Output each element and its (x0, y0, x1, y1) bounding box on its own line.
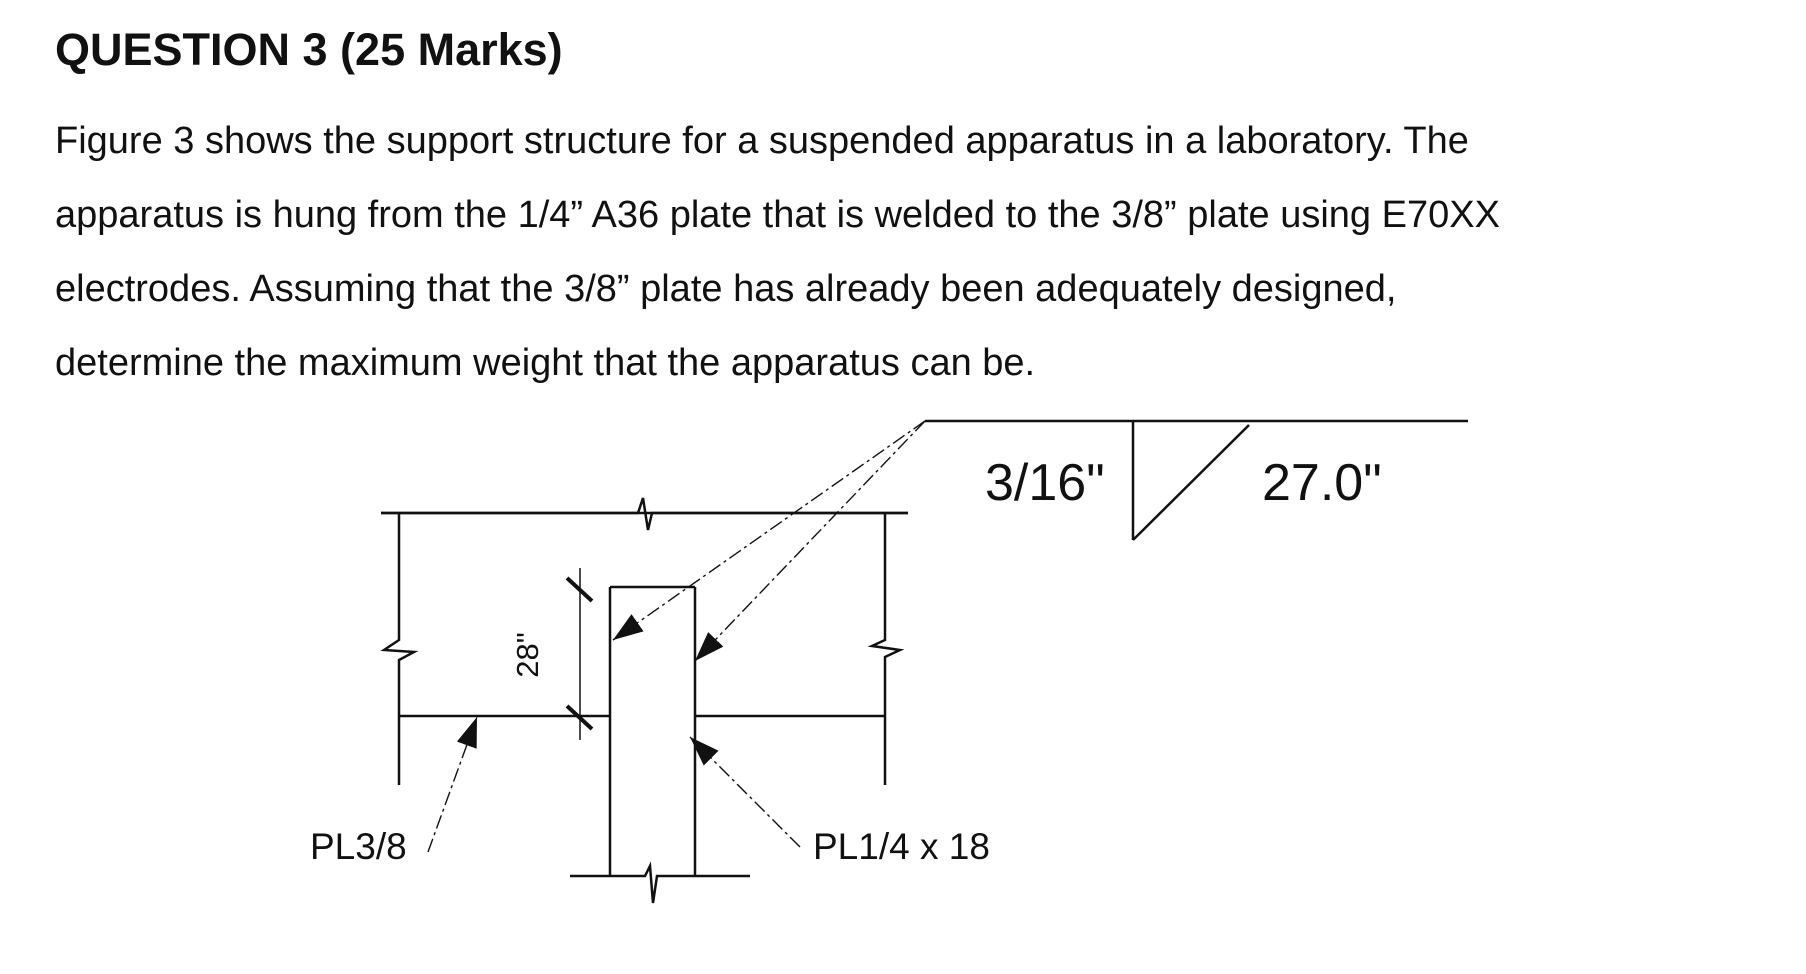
question-text-line-1: Figure 3 shows the support structure for a suspended apparatus in a laboratory. The (55, 120, 1469, 162)
horizontal-plate (381, 498, 908, 785)
weld-length-label: 27.0" (1262, 454, 1382, 512)
pl1-4-leader (690, 737, 800, 847)
question-text-line-3: electrodes. Assuming that the 3/8” plate has already been adequately designed, (55, 268, 1397, 310)
question-title: QUESTION 3 (25 Marks) (55, 24, 563, 75)
dimension-label: 28" (510, 632, 545, 678)
pl3-8-leader (428, 717, 477, 852)
weld-size-label: 3/16" (985, 454, 1105, 512)
plate-label-pl1-4: PL1/4 x 18 (813, 826, 990, 867)
vertical-plate (570, 587, 750, 903)
plate-label-pl3-8: PL3/8 (310, 826, 407, 867)
question-text-line-4: determine the maximum weight that the apparatus can be. (55, 342, 1036, 384)
dimension-28-in (567, 568, 592, 740)
question-text-line-2: apparatus is hung from the 1/4” A36 plate that is welded to the 3/8” plate using E70XX (55, 194, 1500, 236)
weld-leader-lines (613, 421, 925, 661)
